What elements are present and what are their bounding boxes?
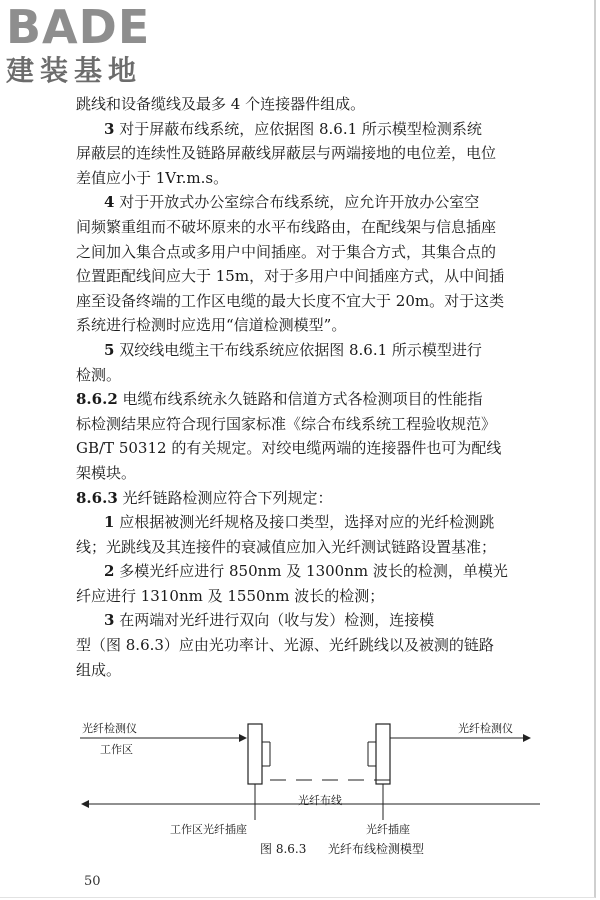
line-text: 线；光跳线及其连接件的衰减值应加入光纤测试链路设置基准；: [76, 537, 497, 556]
line-text: 间频繁重组而不破坏原来的水平布线路由，在配线架与信息插座: [76, 217, 497, 236]
figure-caption-title: 光纤布线检测模型: [328, 842, 425, 856]
line-text: 屏蔽层的连续性及链路屏蔽线屏蔽层与两端接地的电位差，电位: [76, 144, 497, 163]
section-number: 8.6.2: [76, 390, 118, 409]
text-line: [76, 264, 546, 289]
line-text: 组成。: [76, 660, 122, 679]
figure-caption-number: 图 8.6.3: [260, 842, 307, 856]
section-number: 8.6.3: [76, 488, 118, 507]
line-text: 标检测结果应符合现行国家标准《综合布线系统工程验收规范》: [76, 414, 497, 433]
line-text: 多模光纤应进行 850nm 及 1300nm 波长的检测，单模光: [119, 562, 508, 581]
line-text: 对于屏蔽布线系统，应依据图 8.6.1 所示模型检测系统: [119, 119, 482, 138]
text-line: [76, 412, 546, 437]
line-text: 应根据被测光纤规格及接口类型，选择对应的光纤检测跳: [119, 513, 495, 532]
line-text: 纤应进行 1310nm 及 1550nm 波长的检测；: [76, 586, 385, 605]
text-line: [76, 486, 546, 511]
line-text: 系统进行检测时应选用“信道检测模型”。: [76, 316, 347, 335]
figure-caption: [260, 840, 424, 857]
item-number: 3: [104, 611, 115, 630]
text-line: [76, 461, 546, 486]
item-number: 4: [104, 193, 115, 212]
text-line: [76, 608, 546, 633]
fiber-cabling-label: 光纤布线: [298, 794, 342, 807]
line-text: 电缆布线系统永久链路和信道方式各检测项目的性能指: [122, 390, 483, 409]
item-number: 2: [104, 562, 115, 581]
text-line: [76, 633, 546, 658]
left-top-label: 光纤检测仪: [82, 722, 137, 735]
text-line: [76, 436, 546, 461]
logo-cjk-text: 建装基地: [6, 54, 143, 87]
item-number: 5: [104, 340, 115, 359]
right-connector-box: [376, 724, 390, 784]
text-line: [76, 117, 546, 142]
bade-logo: [6, 0, 176, 94]
left-socket-label: 工作区光纤插座: [170, 823, 247, 836]
left-connector-box: [248, 724, 262, 784]
line-text: 跳线和设备缆线及最多 4 个连接器件组成。: [76, 95, 366, 113]
text-line: [76, 289, 546, 314]
line-text: 对于开放式办公室综合布线系统，应允许开放办公室空: [119, 193, 480, 212]
document-body: [76, 92, 546, 682]
line-text: GB/T 50312 的有关规定。对绞电缆两端的连接器件也可为配线: [76, 439, 502, 458]
line-text: 架模块。: [76, 463, 137, 482]
page-number: 50: [84, 874, 101, 889]
logo-latin-text: BADE: [6, 0, 151, 54]
line-text: 座至设备终端的工作区电缆的最大长度不宜大于 20m。对于这类: [76, 291, 505, 310]
item-number: 1: [104, 513, 115, 532]
text-line: [76, 559, 546, 584]
line-text: 差值应小于 1Vr.m.s。: [76, 168, 229, 187]
text-line: [76, 141, 546, 166]
text-line: [76, 190, 546, 215]
line-text: 位置距配线间应大于 15m，对于多用户中间插座方式，从中间插: [76, 267, 505, 286]
item-number: 3: [104, 119, 115, 138]
line-text: 之间加入集合点或多用户中间插座。对于集合方式，其集合点的: [76, 242, 497, 261]
text-line: [76, 584, 546, 609]
line-text: 在两端对光纤进行双向（收与发）检测，连接模: [119, 611, 435, 630]
text-line: [76, 510, 546, 535]
line-text: 检测。: [76, 365, 122, 384]
text-line: [76, 240, 546, 265]
line-text: 光纤链路检测应符合下列规定：: [122, 488, 333, 507]
figure-fiber-test-model: [60, 716, 560, 866]
text-line: [76, 92, 546, 117]
text-line: [76, 313, 546, 338]
line-text: 双绞线电缆主干布线系统应依据图 8.6.1 所示模型进行: [119, 340, 482, 359]
text-line: [76, 658, 546, 683]
text-line: [76, 215, 546, 240]
text-line: [76, 363, 546, 388]
right-socket-label: 光纤插座: [366, 823, 410, 836]
text-line: [76, 338, 546, 363]
line-text: 型（图 8.6.3）应由光功率计、光源、光纤跳线以及被测的链路: [76, 636, 494, 655]
text-line: [76, 166, 546, 191]
text-line: [76, 535, 546, 560]
right-top-label: 光纤检测仪: [458, 722, 513, 735]
left-bottom-label: 工作区: [100, 743, 133, 756]
text-line: [76, 387, 546, 412]
